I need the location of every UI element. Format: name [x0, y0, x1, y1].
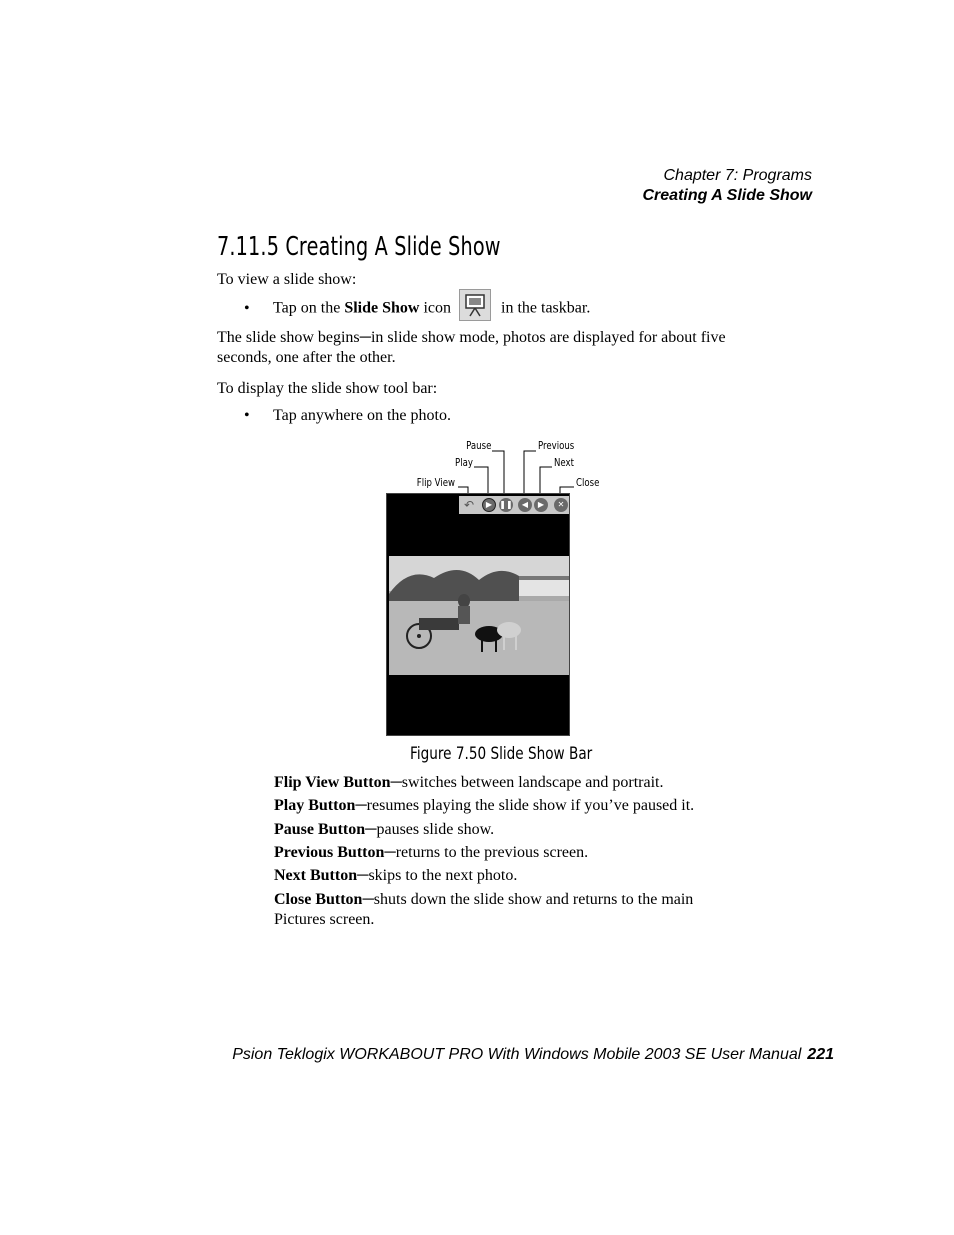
def-desc: ─switches between landscape and portrait.: [390, 774, 664, 791]
previous-leader: [524, 451, 536, 497]
label-close: Close: [576, 476, 600, 489]
def-next: [274, 866, 724, 886]
slide-show-description: The slide show begins─in slide show mode, photos are displayed for about five seconds, one after the other.: [217, 329, 726, 366]
bullet-text-middle: icon: [419, 299, 451, 317]
footer-title: Psion Teklogix WORKABOUT PRO With Windows Mobile 2003 SE User Manual: [232, 1046, 802, 1063]
def-play: [274, 796, 724, 816]
close-icon[interactable]: ✕: [554, 498, 568, 512]
def-close: [274, 890, 719, 930]
pause-leader: [492, 451, 504, 497]
goat-cart-photo[interactable]: [389, 556, 569, 675]
def-desc: ─returns to the previous screen.: [384, 844, 589, 861]
header-chapter: Chapter 7: Programs: [663, 167, 812, 184]
label-flip-view: Flip View: [416, 476, 455, 489]
def-previous: [274, 843, 724, 863]
page-number: 221: [807, 1046, 834, 1063]
bullet-dot: •: [244, 407, 250, 424]
def-term: Close Button: [274, 891, 363, 908]
section-title: 7.11.5 Creating A Slide Show: [217, 232, 501, 262]
slide-show-toolbar: [459, 496, 569, 514]
bullet-text-bold: Slide Show: [344, 299, 420, 317]
page-footer: [232, 1046, 834, 1064]
flip-view-icon[interactable]: ↶: [463, 498, 475, 512]
previous-icon[interactable]: ◀: [518, 498, 532, 512]
def-term: Pause Button: [274, 821, 366, 838]
def-pause: [274, 820, 724, 840]
header-section: Creating A Slide Show: [642, 187, 812, 204]
next-icon[interactable]: ▶: [534, 498, 548, 512]
label-next: Next: [554, 456, 574, 469]
bullet-dot: •: [244, 299, 250, 317]
def-desc: ─shuts down the slide show and returns to the main Pictures screen.: [274, 891, 694, 928]
def-term: Flip View Button: [274, 774, 391, 791]
def-desc: ─resumes playing the slide show if you’ve paused it.: [355, 797, 695, 814]
pause-icon[interactable]: ❚❚: [499, 498, 513, 512]
def-term: Previous Button: [274, 844, 385, 861]
def-term: Play Button: [274, 797, 356, 814]
label-pause: Pause: [465, 439, 491, 452]
toolbar-instruction: To display the slide show tool bar:: [217, 380, 438, 397]
def-desc: ─skips to the next photo.: [357, 867, 518, 884]
label-play: Play: [455, 456, 473, 469]
bullet-text-before: Tap on the: [273, 299, 345, 317]
intro-text: To view a slide show:: [217, 271, 357, 288]
slide-show-screen: [386, 493, 570, 736]
def-desc: ─pauses slide show.: [365, 821, 495, 838]
figure-caption: Figure 7.50 Slide Show Bar: [410, 744, 593, 764]
def-flip-view: [274, 773, 724, 793]
play-icon[interactable]: ▶: [482, 498, 496, 512]
bullet-tap-text: Tap anywhere on the photo.: [273, 407, 451, 424]
label-previous: Previous: [538, 439, 575, 452]
bullet-text-after: in the taskbar.: [501, 299, 591, 317]
def-term: Next Button: [274, 867, 358, 884]
